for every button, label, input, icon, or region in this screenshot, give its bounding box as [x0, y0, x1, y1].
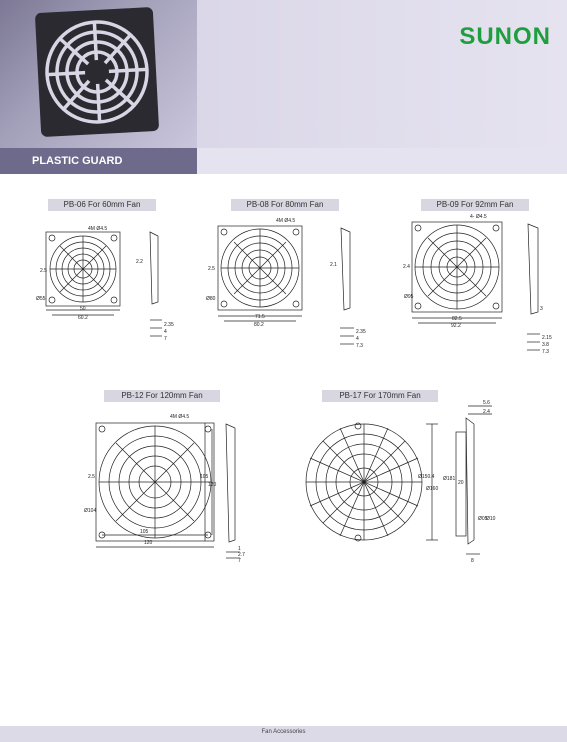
pb17-front-view	[306, 423, 438, 541]
footer-text: Fan Accessories	[261, 729, 306, 735]
pb08-depth-1: 2.35	[356, 329, 366, 335]
pb17-depth-2: 2.4	[483, 409, 490, 415]
pb12-holes: 4M Ø4.5	[170, 414, 190, 420]
sunon-logo: SUNON	[459, 23, 551, 50]
pb17-dia-1: Ø150.4	[418, 474, 435, 480]
pb12-depth-1: 1	[238, 546, 241, 552]
pb09-depth-3: 7.3	[542, 349, 549, 355]
pb08-width-outer: 80.2	[254, 322, 264, 328]
pb08-depth-3: 7.3	[356, 343, 363, 349]
drawing-label-pb17: PB-17 For 170mm Fan	[322, 390, 438, 402]
dimension-texts	[36, 214, 552, 564]
pb17-dia-5: Ø10	[486, 516, 496, 522]
pb17-depth-1: 5.6	[483, 400, 490, 406]
pb08-width-inner: 71.5	[255, 314, 265, 320]
pb06-side-2: 2.5	[40, 268, 47, 274]
pb09-width-outer: 92.2	[451, 323, 461, 329]
pb17-dia-4: Ø05	[478, 516, 488, 522]
pb12-side-1: 2.5	[88, 474, 95, 480]
pb06-side-1: 2.2	[136, 259, 143, 265]
pb12-depth-3: 7	[238, 558, 241, 564]
pb17-dia-3: Ø181	[443, 476, 456, 482]
pb06-depth-3: 7	[164, 336, 167, 342]
pb12-side-view	[226, 424, 240, 558]
pb08-side-1: 2.1	[330, 262, 337, 268]
pb06-side-3: Ø55	[36, 296, 46, 302]
pb09-front-view	[412, 222, 502, 323]
pb06-width-outer: 60.2	[78, 315, 88, 321]
pb09-side-view	[527, 224, 540, 350]
pb09-side-2: 2.4	[403, 264, 410, 270]
pb17-depth-3: 8	[471, 558, 474, 564]
pb12-side-2: 105	[200, 474, 209, 480]
pb09-depth-1: 2.15	[542, 335, 552, 341]
pb12-front-view	[96, 423, 214, 547]
section-title: PLASTIC GUARD	[32, 155, 123, 167]
pb06-holes: 4M Ø4.5	[88, 226, 108, 232]
pb06-depth-2: 4	[164, 329, 167, 335]
pb12-side-3: 120	[208, 482, 217, 488]
drawing-label-pb08: PB-08 For 80mm Fan	[231, 199, 339, 211]
pb09-side-3: Ø95	[404, 294, 414, 300]
drawing-label-pb12: PB-12 For 120mm Fan	[104, 390, 220, 402]
pb08-side-3: Ø80	[206, 296, 216, 302]
pb09-width-inner: 82.5	[452, 316, 462, 322]
pb17-dia-2: Ø160	[426, 486, 439, 492]
pb08-front-view	[218, 226, 302, 321]
pb09-side-1: 3	[540, 306, 543, 312]
pb08-depth-2: 4	[356, 336, 359, 342]
pb12-side-4: Ø104	[84, 508, 97, 514]
pb08-side-2: 2.5	[208, 266, 215, 272]
pb06-front-view	[46, 232, 120, 315]
pb08-holes: 4M Ø4.5	[276, 218, 296, 224]
pb08-side-view	[340, 228, 354, 344]
pb06-width-inner: 50	[80, 306, 86, 312]
drawing-label-pb09: PB-09 For 92mm Fan	[421, 199, 529, 211]
drawing-label-pb06: PB-06 For 60mm Fan	[48, 199, 156, 211]
pb09-depth-2: 3.8	[542, 342, 549, 348]
pb09-holes: 4- Ø4.5	[470, 214, 487, 220]
pb17-dim-20: 20	[458, 480, 464, 486]
pb12-depth-2: 2.7	[238, 552, 245, 558]
pb06-side-view	[150, 232, 162, 336]
pb12-width-inner: 105	[140, 529, 149, 535]
pb12-width-outer: 120	[144, 540, 153, 546]
pb06-depth-1: 2.35	[164, 322, 174, 328]
